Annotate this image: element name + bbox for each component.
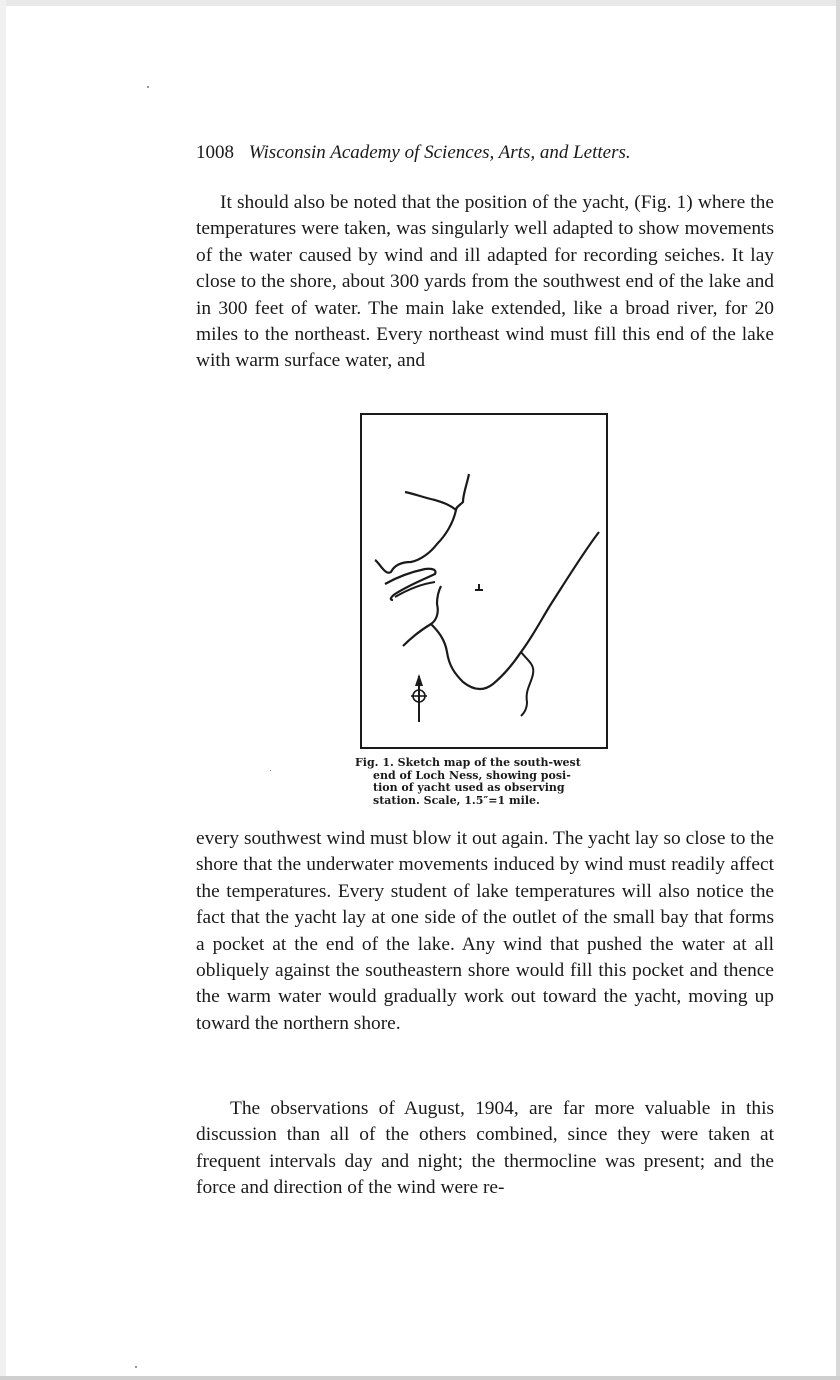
north-shore-spur — [405, 492, 456, 510]
journal-title: Wisconsin Academy of Sciences, Arts, and Letters. — [248, 142, 631, 163]
page-number: 1008 — [196, 142, 234, 163]
paragraph-1: It should also be noted that the position of the yacht, (Fig. 1) where the temperatures were taken, was singularly well adapted to show movements of the water caused by wind and ill adapted for recording seiches. It lay close to the shore, about 300 yards from the southwest end of the lake and in 300 feet of water. The main lake extended, like a broad river, for 20 miles to the northeast. Every northeast wind must fill this end of the lake with warm surface water, and — [196, 192, 774, 372]
figure-1-sketch-map — [355, 412, 611, 752]
north-arrow-head-icon — [415, 674, 423, 686]
paper-speck — [135, 1366, 137, 1368]
paragraph-3: The observations of August, 1904, are far more valuable in this discussion than all of the others combined, since they were taken at frequent intervals day and night; the thermocline was present; and the force and direction of the wind were re- — [196, 1098, 774, 1199]
caption-line-2: end of Loch Ness, showing posi- — [373, 768, 571, 782]
north-shore-line — [375, 474, 469, 573]
caption-line-3: tion of yacht used as observing — [373, 781, 565, 795]
page-edge-bottom — [0, 1376, 840, 1380]
page-edge-top — [0, 0, 840, 6]
paper-speck — [147, 86, 149, 88]
south-east-shore-line — [431, 532, 599, 689]
stream-inlet — [521, 652, 533, 716]
caption-line-1: Fig. 1. Sketch map of the south-west — [355, 756, 581, 769]
yacht-marker-icon — [475, 584, 483, 590]
paragraph-2: every southwest wind must blow it out again. The yacht lay so close to the shore that the underwater movements induced by wind must readily affect the temperatures. Every student of lake temperatures will also notice the fact that the yacht lay at one side of the outlet of the small bay that forms a pocket at the end of the lake. Any wind that pushed the water at all obliquely against the southeastern shore would fill this pocket and thence the warm water would gradually work out toward the yacht, moving up toward the northern shore. — [196, 828, 774, 1034]
bay-pocket-shore — [403, 586, 441, 646]
page-edge-left — [0, 0, 6, 1380]
figure-caption — [355, 757, 619, 807]
map-frame — [361, 414, 607, 748]
river-channel-upper — [385, 569, 436, 600]
paper-speck — [270, 770, 271, 771]
caption-line-4: station. Scale, 1.5″=1 mile. — [373, 793, 540, 807]
running-head — [196, 142, 776, 164]
page-edge-right — [836, 0, 840, 1380]
loch-ness-map-icon — [355, 412, 611, 752]
